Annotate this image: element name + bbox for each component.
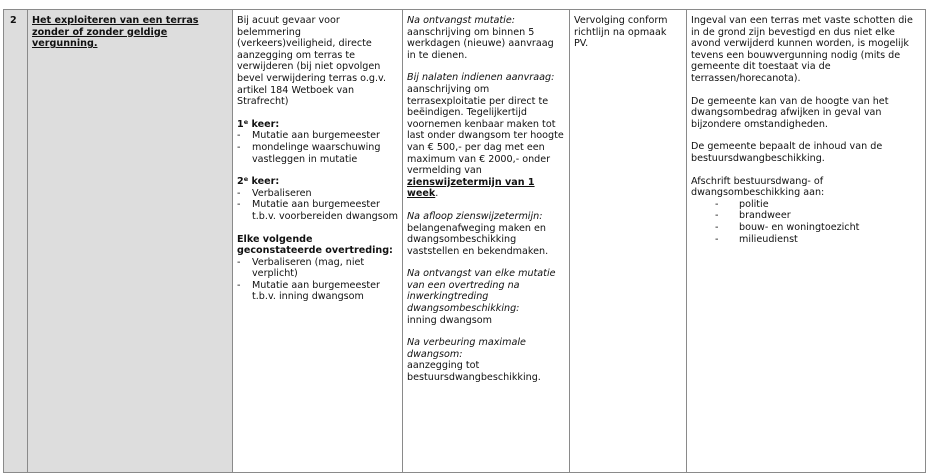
list-item: - brandweer bbox=[715, 210, 921, 222]
first-offense-heading: 1e keer: bbox=[237, 117, 280, 130]
list-item: - milieudienst bbox=[715, 234, 921, 246]
step-failure-to-apply: Bij nalaten indienen aanvraag: aanschrijving om terrasexploitatie per direct te beëindigen. Tegelijkertijd voornemen kenbaar maken tot last onder dwangsom ter hoogte van € 500,- per dag met een maximum van € 2000,- onder vermelding van zienswijzetermijn van 1 week. bbox=[407, 72, 564, 200]
row-number: 2 bbox=[4, 10, 28, 473]
police-action-cell bbox=[233, 10, 403, 473]
objection-period-emphasis: zienswijzetermijn van 1 week bbox=[407, 176, 535, 200]
remark-penalty-deviation: De gemeente kan van de hoogte van het dwangsombedrag afwijken in geval van bijzondere omstandigheden. bbox=[691, 95, 889, 130]
municipality-action-cell bbox=[403, 10, 570, 473]
remark-copy-to: Afschrift bestuursdwang- of dwangsombeschikking aan: bbox=[691, 175, 825, 199]
step-after-mutation: Na ontvangst mutatie: aanschrijving om binnen 5 werkdagen (nieuwe) aanvraag in te dienen. bbox=[407, 15, 554, 61]
offense-title: Het exploiteren van een terras zonder of zonder geldige vergunning. bbox=[32, 15, 199, 50]
recipient-list bbox=[691, 199, 921, 245]
enforcement-table bbox=[3, 9, 926, 473]
second-offense-list bbox=[237, 188, 398, 223]
urgent-danger-text: Bij acuut gevaar voor belemmering (verkeers)veiligheid, directe aanzegging om terras te verwijderen (bij niet opvolgen bevel verwijdering terras o.g.v. artikel 184 Wetboek van Strafrecht) bbox=[237, 15, 386, 108]
list-item: - politie bbox=[715, 199, 921, 211]
each-next-offense-list bbox=[237, 257, 398, 303]
first-offense-list bbox=[237, 130, 398, 165]
list-item: - Verbaliseren (mag, niet verplicht) bbox=[237, 257, 398, 280]
table-row bbox=[4, 10, 926, 473]
each-next-offense-heading: Elke volgende geconstateerde overtreding: bbox=[237, 233, 393, 257]
prosecution-cell bbox=[570, 10, 687, 473]
list-item: - bouw- en woningtoezicht bbox=[715, 222, 921, 234]
step-maximum-forfeited: Na verbeuring maximale dwangsom: aanzegging tot bestuursdwangbeschikking. bbox=[407, 337, 541, 384]
remark-building-permit: Ingeval van een terras met vaste schotten die in de grond zijn bevestigd en dus niet elke avond verwijderd kunnen worden, is mogelijk tevens een bouwvergunning nodig (mits de gemeente dit toestaat via de terrassen/horecanota). bbox=[691, 15, 913, 84]
remark-decision-content: De gemeente bepaalt de inhoud van de bestuursdwangbeschikking. bbox=[691, 141, 883, 164]
list-item: - Mutatie aan burgemeester t.b.v. voorbereiden dwangsom bbox=[237, 199, 398, 222]
list-item: - mondelinge waarschuwing vastleggen in mutatie bbox=[237, 142, 398, 165]
remarks-cell bbox=[687, 10, 926, 473]
list-item: - Mutatie aan burgemeester bbox=[237, 130, 398, 142]
prosecution-text: Vervolging conform richtlijn na opmaak PV. bbox=[574, 15, 668, 50]
step-after-objection-period: Na afloop zienswijzetermijn: belangenafweging maken en dwangsombeschikking vaststellen en bekendmaken. bbox=[407, 210, 549, 257]
list-item: - Verbaliseren bbox=[237, 188, 398, 200]
step-each-mutation: Na ontvangst van elke mutatie van een overtreding na inwerkingtreding dwangsombeschikking: inning dwangsom bbox=[407, 268, 556, 326]
offense-cell bbox=[28, 10, 233, 473]
list-item: - Mutatie aan burgemeester t.b.v. inning dwangsom bbox=[237, 280, 398, 303]
second-offense-heading: 2e keer: bbox=[237, 175, 280, 188]
